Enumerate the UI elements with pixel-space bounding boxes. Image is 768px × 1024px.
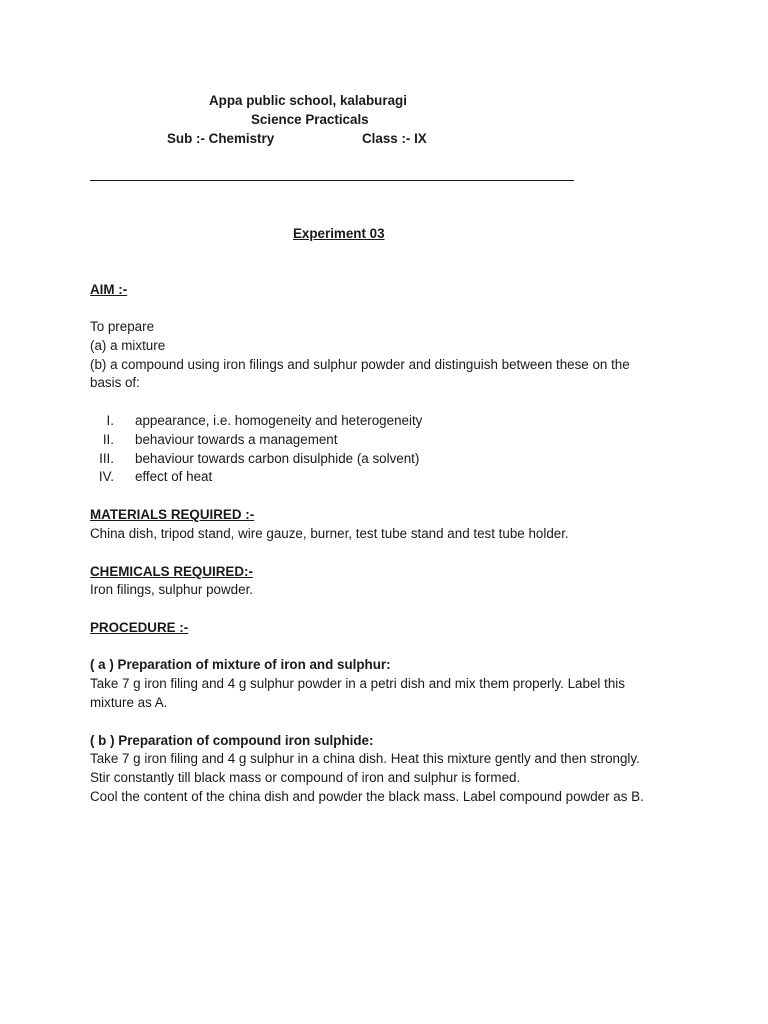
list-item-number: IV.: [98, 469, 114, 484]
list-item-text: behaviour towards carbon disulphide (a solvent): [135, 451, 420, 466]
class-label: Class :- IX: [362, 131, 427, 146]
header-divider: [90, 180, 574, 181]
aim-line: (b) a compound using iron filings and sulphur powder and distinguish between these on the: [90, 357, 630, 372]
procedure-a-heading: ( a ) Preparation of mixture of iron and sulphur:: [90, 657, 391, 672]
list-item-number: II.: [102, 432, 114, 447]
document-title: Science Practicals: [251, 112, 369, 127]
experiment-title: Experiment 03: [293, 226, 385, 241]
list-item-number: III.: [99, 451, 114, 466]
procedure-b-text: Cool the content of the china dish and powder the black mass. Label compound powder as B.: [90, 789, 644, 804]
list-item-text: appearance, i.e. homogeneity and heterogeneity: [135, 413, 423, 428]
chemicals-heading: CHEMICALS REQUIRED:-: [90, 564, 253, 579]
procedure-a-text: Take 7 g iron filing and 4 g sulphur powder in a petri dish and mix them properly. Label this: [90, 676, 625, 691]
list-item-number: I.: [106, 413, 114, 428]
procedure-b-text: Stir constantly till black mass or compound of iron and sulphur is formed.: [90, 770, 521, 785]
procedure-b-heading: ( b ) Preparation of compound iron sulphide:: [90, 733, 374, 748]
school-name: Appa public school, kalaburagi: [209, 93, 407, 108]
aim-line: basis of:: [90, 375, 140, 390]
procedure-a-text: mixture as A.: [90, 695, 168, 710]
list-item-text: effect of heat: [135, 469, 213, 484]
procedure-heading: PROCEDURE :-: [90, 620, 189, 635]
materials-heading: MATERIALS REQUIRED :-: [90, 507, 255, 522]
procedure-b-text: Take 7 g iron filing and 4 g sulphur in a china dish. Heat this mixture gently and then strongly.: [90, 751, 640, 766]
aim-heading: AIM :-: [90, 282, 128, 297]
aim-line: (a) a mixture: [90, 338, 166, 353]
aim-line: To prepare: [90, 319, 155, 334]
subject-label: Sub :- Chemistry: [167, 131, 275, 146]
materials-text: China dish, tripod stand, wire gauze, burner, test tube stand and test tube holder.: [90, 526, 569, 541]
list-item-text: behaviour towards a management: [135, 432, 338, 447]
chemicals-text: Iron filings, sulphur powder.: [90, 582, 254, 597]
